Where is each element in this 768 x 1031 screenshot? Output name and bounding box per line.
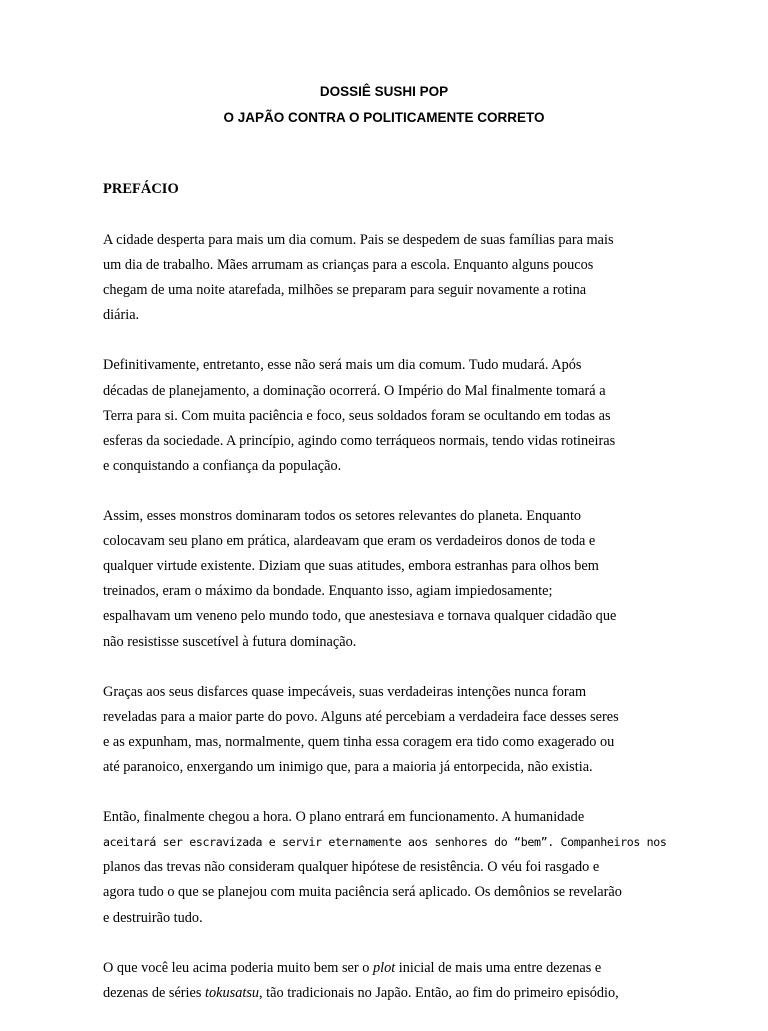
paragraph-line <box>103 956 668 981</box>
italic-term-tokusatsu: tokusatsu <box>205 984 260 1001</box>
section-heading: PREFÁCIO <box>103 181 179 197</box>
title-line-2: O JAPÃO CONTRA O POLITICAMENTE CORRETO <box>223 110 545 125</box>
paragraph-1 <box>103 228 668 328</box>
paragraph-line: colocavam seu plano em prática, alardeavam que eram os verdadeiros donos de toda e <box>103 533 596 550</box>
paragraph-6 <box>103 956 668 1006</box>
paragraph-2 <box>103 353 668 478</box>
paragraph-line: um dia de trabalho. Mães arrumam as crianças para a escola. Enquanto alguns poucos <box>103 257 594 274</box>
paragraph-line: Graças aos seus disfarces quase impecáveis, suas verdadeiras intenções nunca foram <box>103 683 587 700</box>
paragraph-line: décadas de planejamento, a dominação ocorrerá. O Império do Mal finalmente tomará a <box>103 382 606 399</box>
text-run: inicial de mais uma entre dezenas e <box>395 959 602 976</box>
paragraph-line: reveladas para a maior parte do povo. Alguns até percebiam a verdadeira face desses seres <box>103 708 619 725</box>
paragraph-line: planos das trevas não consideram qualquer hipótese de resistência. O véu foi rasgado e <box>103 859 600 876</box>
italic-term-plot: plot <box>372 959 396 976</box>
title-line-1: DOSSIÊ SUSHI POP <box>319 84 449 99</box>
paragraph-4 <box>103 680 668 780</box>
paragraph-line: até paranoico, enxergando um inimigo que, para a maioria já entorpecida, não existia. <box>103 758 593 775</box>
paragraph-line: aceitará ser escravizada e servir eternamente aos senhores do “bem”. Companheiros nos <box>103 835 667 850</box>
document-title <box>0 79 768 131</box>
paragraph-line: e destruirão tudo. <box>103 909 203 926</box>
paragraph-line: treinados, eram o máximo da bondade. Enquanto isso, agiam impiedosamente; <box>103 583 553 600</box>
text-run: O que você leu acima poderia muito bem ser o <box>103 959 373 976</box>
text-run: , tão tradicionais no Japão. Então, ao fim do primeiro episódio, <box>259 984 619 1001</box>
paragraph-line: e conquistando a confiança da população. <box>103 457 342 474</box>
paragraph-line: Assim, esses monstros dominaram todos os setores relevantes do planeta. Enquanto <box>103 508 582 525</box>
paragraph-line: agora tudo o que se planejou com muita paciência será aplicado. Os demônios se revelarão <box>103 884 622 901</box>
paragraph-line: Definitivamente, entretanto, esse não será mais um dia comum. Tudo mudará. Após <box>103 357 582 374</box>
paragraph-line: espalhavam um veneno pelo mundo todo, que anestesiava e tornava qualquer cidadão que <box>103 608 617 625</box>
text-run: dezenas de séries <box>103 984 206 1001</box>
paragraph-line: e as expunham, mas, normalmente, quem tinha essa coragem era tido como exagerado ou <box>103 733 615 750</box>
paragraph-line: A cidade desperta para mais um dia comum. Pais se despedem de suas famílias para mais <box>103 232 614 248</box>
document-body <box>103 228 668 1031</box>
paragraph-line: qualquer virtude existente. Diziam que suas atitudes, embora estranhas para olhos bem <box>103 558 599 575</box>
paragraph-line: esferas da sociedade. A princípio, agindo como terráqueos normais, tendo vidas rotineiras <box>103 432 616 449</box>
paragraph-line: chegam de uma noite atarefada, milhões se preparam para seguir novamente a rotina <box>103 282 587 299</box>
paragraph-line: diária. <box>103 307 140 324</box>
paragraph-line: Terra para si. Com muita paciência e foco, seus soldados foram se ocultando em todas as <box>103 407 611 424</box>
paragraph-line: Então, finalmente chegou a hora. O plano entrará em funcionamento. A humanidade <box>103 809 585 826</box>
paragraph-line: não resistisse suscetível à futura dominação. <box>103 633 357 650</box>
paragraph-3 <box>103 504 668 655</box>
paragraph-5 <box>103 805 668 930</box>
paragraph-line <box>103 981 668 1006</box>
